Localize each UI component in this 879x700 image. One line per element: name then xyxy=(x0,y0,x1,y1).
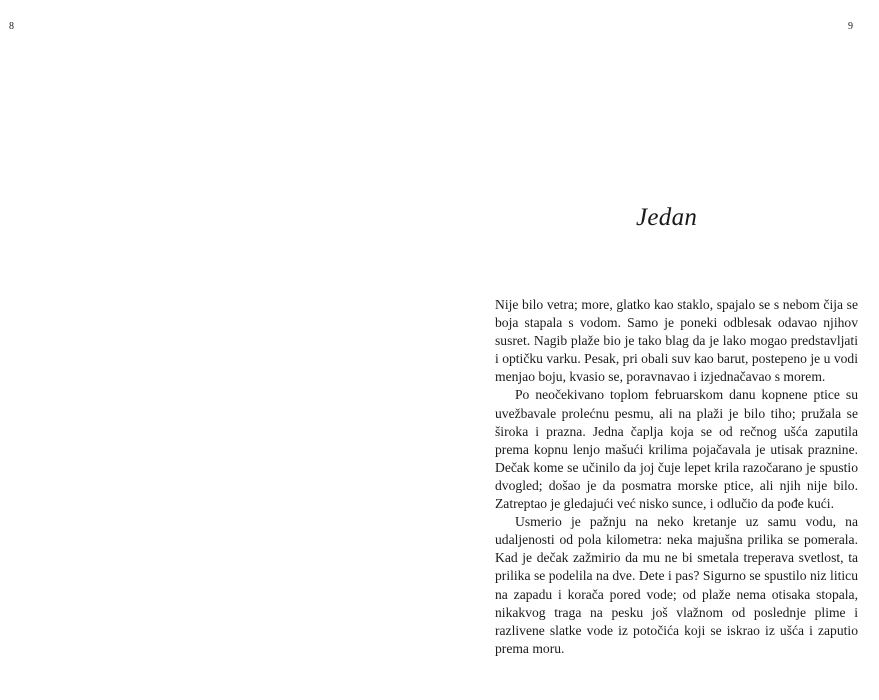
paragraph: Nije bilo vetra; more, glatko kao staklo, spajalo se s nebom čija se boja stapala s vodom. Samo je poneki odblesak odavao njihov susret. Nagib plaže bio je tako blag da je lako mogao predstavljati i optičku varku. Pesak, pri obali suv kao barut, postepeno je u vodi menjao boju, kvasio se, poravnavao i izjednačavao s morem. xyxy=(495,297,858,385)
page-number-left: 8 xyxy=(9,21,14,32)
left-page xyxy=(0,0,439,700)
chapter-body xyxy=(495,296,858,658)
paragraph: Usmerio je pažnju na neko kretanje uz samu vodu, na udaljenosti od pola kilometra: neka majušna prilika se pomerala. Kad je dečak zažmirio da mu ne bi smetala treperava svetlost, ta prilika se podelila na dve. Dete i pas? Sigurno se spustilo niz liticu na zapadu i korača pored vode; od plaže nema otisaka stopala, nikakvog traga na pesku još vlažnom od poslednje plime i razlivene slatke vode iz potočića koji se iskrao iz ušća i zaputio prema moru. xyxy=(495,514,858,656)
page-number-right: 9 xyxy=(848,21,853,32)
right-page xyxy=(440,0,879,700)
chapter-title: Jedan xyxy=(636,204,698,231)
paragraph: Po neočekivano toplom februarskom danu kopnene ptice su uvežbavale prolećnu pesmu, ali na plaži je bilo tiho; pružala se široka i prazna. Jedna čaplja koja se od rečnog ušća zaputila prema kopnu lenjo mašući krilima pojačavala je utisak praznine. Dečak kome se učinilo da joj čuje lepet krila razočarano je spustio dvogled; došao je da posmatra morske ptice, ali njih nije bilo. Zatreptao je gledajući već nisko sunce, i odlučio da pođe kući. xyxy=(495,387,858,512)
